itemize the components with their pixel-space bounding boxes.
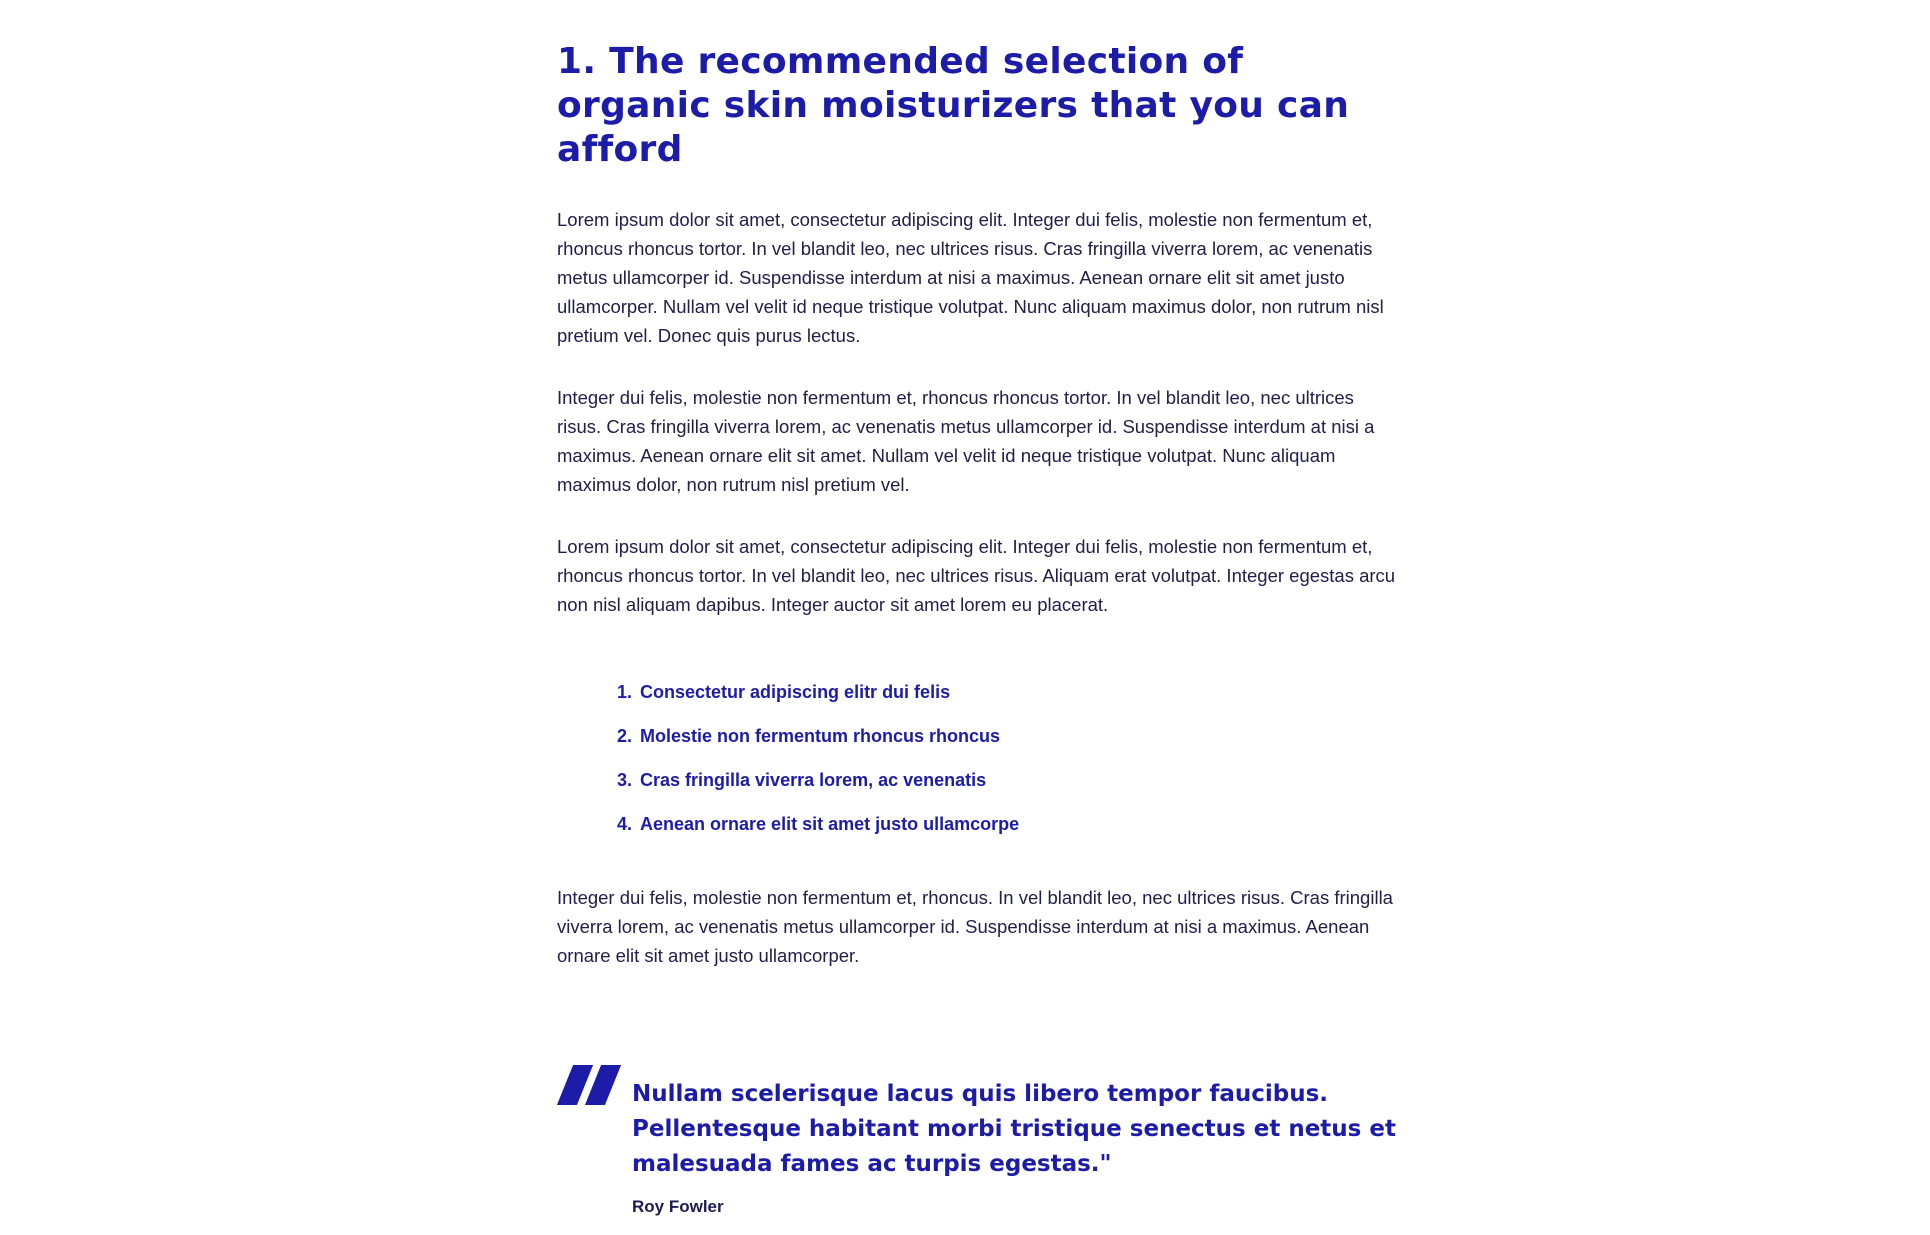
- paragraph-1: Lorem ipsum dolor sit amet, consectetur adipiscing elit. Integer dui felis, molestie non fermentum et, rhoncus rhoncus tortor. In vel blandit leo, nec ultrices risus. Cras fringilla viverra lorem, ac venenatis metus ullamcorper id. Suspendisse interdum at nisi a maximus. Aenean ornare elit sit amet justo ullamcorper. Nullam vel velit id neque tristique volutpat. Nunc aliquam maximus dolor, non rutrum nisl pretium vel. Donec quis purus lectus.: [557, 209, 1384, 346]
- paragraph-4: Integer dui felis, molestie non fermentum et, rhoncus. In vel blandit leo, nec ultrices risus. Cras fringilla viverra lorem, ac venenatis metus ullamcorper id. Suspendisse interdum at nisi a maximus. Aenean ornare elit sit amet justo ullamcorper.: [557, 887, 1393, 966]
- blockquote: [557, 1065, 1407, 1235]
- quote-author: Roy Fowler: [632, 1197, 724, 1216]
- list-item: [617, 725, 1407, 747]
- numbered-list: [557, 681, 1407, 835]
- quote-mark-icon: [557, 1065, 613, 1105]
- paragraph-3: Lorem ipsum dolor sit amet, consectetur adipiscing elit. Integer dui felis, molestie non fermentum et, rhoncus rhoncus tortor. In vel blandit leo, nec ultrices risus. Aliquam erat volutpat. Integer egestas arcu non nisl aliquam dapibus. Integer auctor sit amet lorem eu placerat.: [557, 536, 1396, 615]
- paragraph-2: Integer dui felis, molestie non fermentum et, rhoncus rhoncus tortor. In vel blandit leo, nec ultrices risus. Cras fringilla viverra lorem, ac venenatis metus ullamcorper id. Suspendisse interdum at nisi a maximus. Aenean ornare elit sit amet. Nullam vel velit id neque tristique volutpat. Nunc aliquam maximus dolor, non rutrum nisl pretium vel.: [557, 387, 1375, 495]
- article-title: 1. The recommended selection of organic skin moisturizers that you can afford: [557, 41, 1350, 170]
- list-item-text: Aenean ornare elit sit amet justo ullamcorpe: [640, 814, 1020, 834]
- list-item: [617, 681, 1407, 703]
- list-item-number: 3.: [617, 770, 633, 790]
- quote-text: Nullam scelerisque lacus quis libero tempor faucibus. Pellentesque habitant morbi tristique senectus et netus et malesuada fames ac turpis egestas.": [632, 1081, 1396, 1177]
- list-item: [617, 813, 1407, 835]
- list-item: [617, 769, 1407, 791]
- list-item-text: Cras fringilla viverra lorem, ac venenatis: [640, 770, 987, 790]
- list-item-number: 2.: [617, 726, 633, 746]
- article: [557, 40, 1407, 1235]
- quote-body: [632, 1077, 1412, 1218]
- list-item-number: 1.: [617, 682, 633, 702]
- list-item-text: Consectetur adipiscing elitr dui felis: [640, 682, 951, 702]
- list-item-text: Molestie non fermentum rhoncus rhoncus: [640, 726, 1001, 746]
- list-item-number: 4.: [617, 814, 633, 834]
